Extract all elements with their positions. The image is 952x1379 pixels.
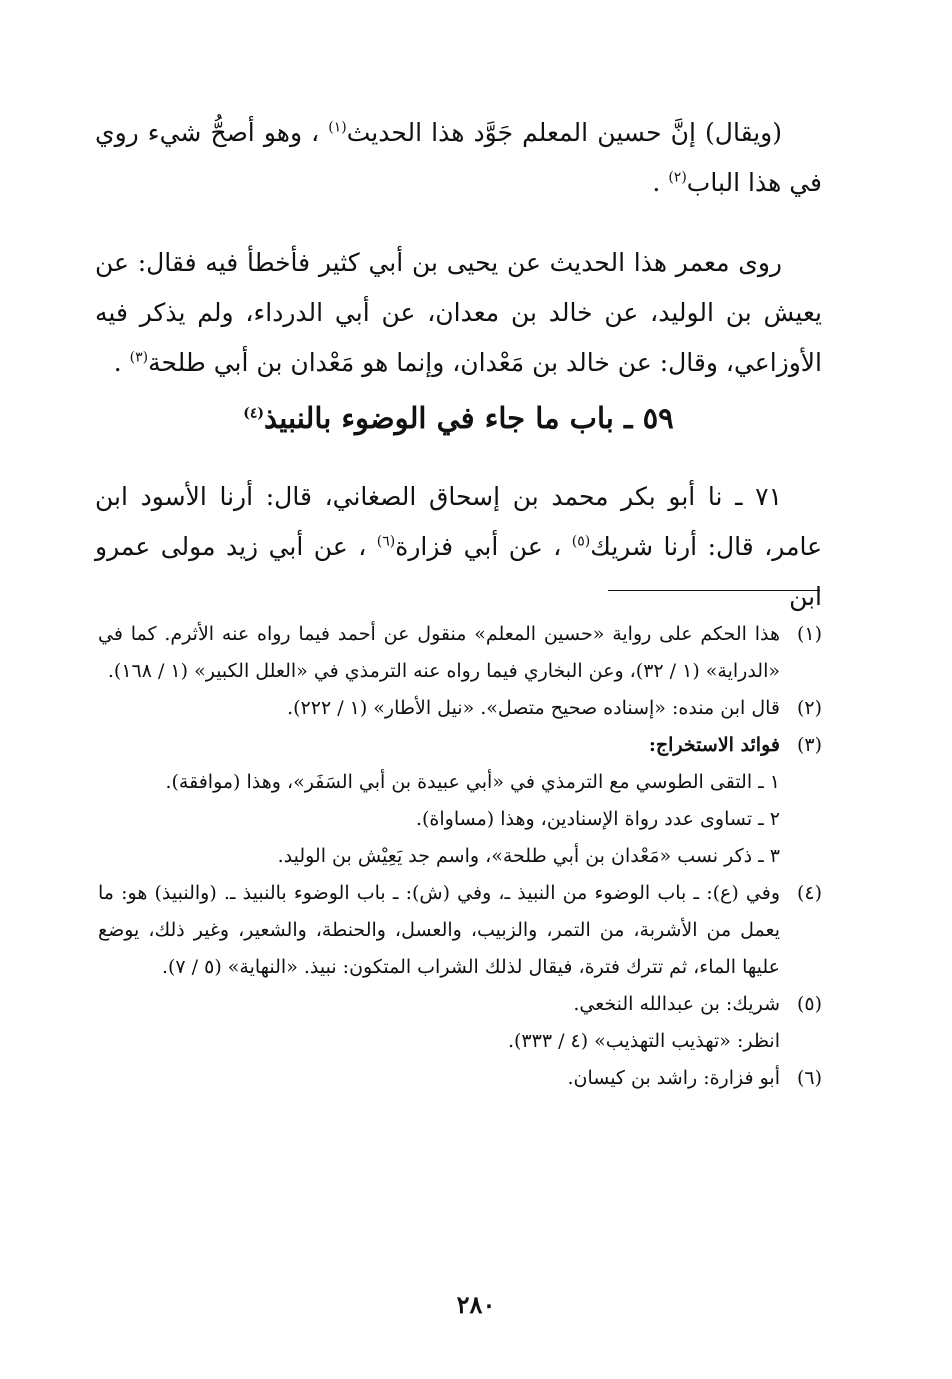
- footnote-number: (٢): [796, 697, 822, 719]
- footnote-list-item: ٢ ـ تساوى عدد رواة الإسنادين، وهذا (مساواة).: [415, 808, 780, 830]
- footnote-ref-6: (٦): [376, 533, 396, 550]
- footnote-ref-2: (٢): [668, 169, 687, 186]
- footnote-1: [98, 616, 822, 690]
- paragraph-text: .: [652, 168, 669, 197]
- footnote-list-item: ٣ ـ ذكر نسب «مَعْدان بن أبي طلحة»، واسم جد يَعِيْش بن الوليد.: [277, 845, 780, 867]
- footnotes: [98, 616, 822, 1097]
- footnote-ref-3: (٣): [129, 349, 149, 366]
- footnote-text: هذا الحكم على رواية «حسين المعلم» منقول عن أحمد فيما رواه عنه الأثرم. كما في «الدراية» (١ / ٣٢)، وعن البخاري فيما رواه عنه الترمذي في «العلل الكبير» (١ / ١٦٨).: [98, 623, 780, 682]
- footnote-text: أبو فزارة: راشد بن كيسان.: [567, 1067, 780, 1089]
- footnote-number: (٣): [796, 734, 822, 756]
- paragraph-text: ٧١ ـ نا أبو بكر محمد بن إسحاق الصغاني، قال: أرنا الأسود ابن عامر، قال: أرنا شريك: [95, 482, 822, 561]
- footnote-number: (٥): [796, 993, 822, 1015]
- heading-text: ٥٩ ـ باب ما جاء في الوضوء بالنبيذ: [264, 401, 674, 435]
- chapter-heading: [95, 388, 822, 448]
- footnote-text: شريك: بن عبدالله النخعي.: [573, 993, 780, 1015]
- footnote-text: قال ابن منده: «إسناده صحيح متصل». «نيل الأطار» (١ / ٢٢٢).: [287, 697, 780, 719]
- footnote-ref-1: (١): [328, 119, 347, 136]
- footnote-ref-5: (٥): [571, 533, 591, 550]
- footnote-6: [98, 1060, 822, 1097]
- body-paragraph-1: [95, 108, 822, 208]
- footnote-reference: انظر: «تهذيب التهذيب» (٤ / ٣٣٣).: [507, 1030, 780, 1052]
- footnote-ref-4: (٤): [243, 405, 265, 422]
- footnote-2: [98, 690, 822, 727]
- footnote-number: (١): [796, 623, 822, 645]
- footnote-heading: فوائد الاستخراج:: [648, 734, 780, 756]
- paragraph-text: ، عن أبي فزارة: [395, 532, 572, 561]
- footnote-number: (٤): [796, 882, 822, 904]
- footnote-3: [98, 727, 822, 764]
- footnote-text: وفي (ع): ـ باب الوضوء من النبيذ ـ، وفي (ش): ـ باب الوضوء بالنبيذ ـ. (والنبيذ) هو: ما يعمل من الأشربة، من التمر، والزبيب، والعسل، والحنطة، والشعير، وغير ذلك، يوضع عليها الماء، ثم تترك فترة، فيقال لذلك الشراب المتكون: نبيذ. «النهاية» (٥ / ٧).: [98, 882, 780, 978]
- body-paragraph-3: [95, 472, 822, 622]
- footnote-list-item: ١ ـ التقى الطوسي مع الترمذي في «أبي عبيدة بن أبي السَفَر»، وهذا (موافقة).: [165, 771, 780, 793]
- paragraph-text: ، وهو أصحُّ شيء روي في هذا الباب: [95, 118, 822, 197]
- footnote-separator: [608, 590, 820, 591]
- paragraph-text: ، عن أبي زيد مولى عمرو ابن: [95, 532, 822, 611]
- footnote-5: [98, 986, 822, 1023]
- footnote-4: [98, 875, 822, 986]
- paragraph-text: .: [113, 348, 130, 377]
- paragraph-text: روى معمر هذا الحديث عن يحيى بن أبي كثير فأخطأ فيه فقال: عن يعيش بن الوليد، عن خالد بن معدان، عن أبي الدرداء، ولم يذكر فيه الأوزاعي، وقال: عن خالد بن مَعْدان، وإنما هو مَعْدان بن أبي طلحة: [95, 248, 822, 377]
- page-number: ٢٨٠: [456, 1290, 496, 1319]
- body-paragraph-2: [95, 238, 822, 388]
- footnote-number: (٦): [796, 1067, 822, 1089]
- paragraph-text: (ويقال) إنَّ حسين المعلم جَوَّد هذا الحديث: [346, 118, 782, 147]
